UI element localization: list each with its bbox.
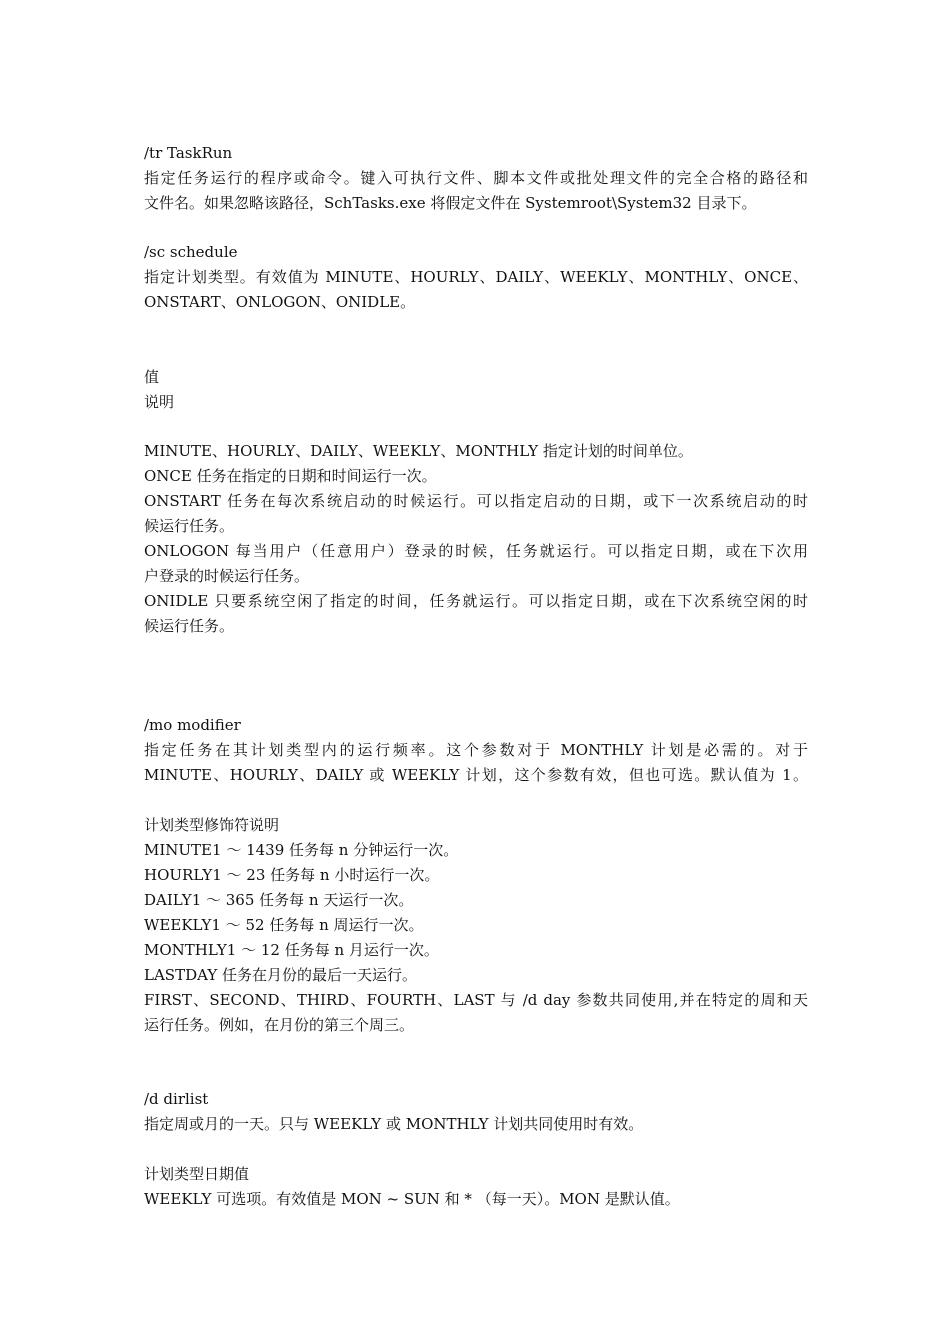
param-sc-heading: /sc schedule [144, 243, 238, 261]
document-page [144, 0, 812, 1344]
table-header-value: 值 [144, 368, 160, 386]
sc-value-onlogon-line-2: 户登录的时候运行任务。 [144, 567, 310, 585]
mo-row-hourly: HOURLY1 ～ 23 任务每 n 小时运行一次。 [144, 866, 440, 884]
mo-row-lastday: LASTDAY 任务在月份的最后一天运行。 [144, 966, 417, 984]
sc-value-onlogon-line-1: ONLOGON 每当用户（任意用户）登录的时候，任务就运行。可以指定日期，或在下次用 [144, 542, 808, 560]
sc-value-onstart-line-2: 候运行任务。 [144, 517, 235, 535]
table-header-description: 说明 [144, 393, 175, 411]
param-mo-desc-line-2: MINUTE、HOURLY、DAILY 或 WEEKLY 计划，这个参数有效，但也可选。默认值为 1。 [144, 766, 808, 784]
mo-row-monthly: MONTHLY1 ～ 12 任务每 n 月运行一次。 [144, 941, 439, 959]
param-mo-desc-line-1: 指定任务在其计划类型内的运行频率。这个参数对于 MONTHLY 计划是必需的。对于 [144, 741, 808, 759]
param-tr-heading: /tr TaskRun [144, 144, 233, 162]
mo-row-first-last-line-1: FIRST、SECOND、THIRD、FOURTH、LAST 与 /d day 参数共同使用,并在特定的周和天 [144, 991, 808, 1009]
param-d-desc: 指定周或月的一天。只与 WEEKLY 或 MONTHLY 计划共同使用时有效。 [144, 1115, 644, 1133]
param-d-heading: /d dirlist [144, 1090, 209, 1108]
mo-row-first-last-line-2: 运行任务。例如，在月份的第三个周三。 [144, 1016, 415, 1034]
mo-row-weekly: WEEKLY1 ～ 52 任务每 n 周运行一次。 [144, 916, 424, 934]
sc-value-units: MINUTE、HOURLY、DAILY、WEEKLY、MONTHLY 指定计划的时间单位。 [144, 442, 693, 460]
param-sc-desc-line-1: 指定计划类型。有效值为 MINUTE、HOURLY、DAILY、WEEKLY、MONTHLY、ONCE、 [144, 268, 808, 286]
param-tr-desc-line-2: 文件名。如果忽略该路径，SchTasks.exe 将假定文件在 Systemroot\System32 目录下。 [144, 194, 757, 212]
sc-value-onstart-line-1: ONSTART 任务在每次系统启动的时候运行。可以指定启动的日期，或下一次系统启动的时 [144, 492, 808, 510]
mo-row-minute: MINUTE1 ～ 1439 任务每 n 分钟运行一次。 [144, 841, 459, 859]
param-sc-desc-line-2: ONSTART、ONLOGON、ONIDLE。 [144, 293, 416, 311]
sc-value-onidle-line-2: 候运行任务。 [144, 617, 235, 635]
d-row-weekly: WEEKLY 可选项。有效值是 MON ~ SUN 和 * （每一天）。MON 是默认值。 [144, 1190, 680, 1208]
mo-table-header: 计划类型修饰符说明 [144, 816, 280, 834]
mo-row-daily: DAILY1 ～ 365 任务每 n 天运行一次。 [144, 891, 414, 909]
sc-value-onidle-line-1: ONIDLE 只要系统空闲了指定的时间，任务就运行。可以指定日期，或在下次系统空闲的时 [144, 592, 808, 610]
sc-value-once: ONCE 任务在指定的日期和时间运行一次。 [144, 467, 437, 485]
d-table-header: 计划类型日期值 [144, 1165, 250, 1183]
param-tr-desc-line-1: 指定任务运行的程序或命令。键入可执行文件、脚本文件或批处理文件的完全合格的路径和 [144, 169, 808, 187]
param-mo-heading: /mo modifier [144, 716, 241, 734]
